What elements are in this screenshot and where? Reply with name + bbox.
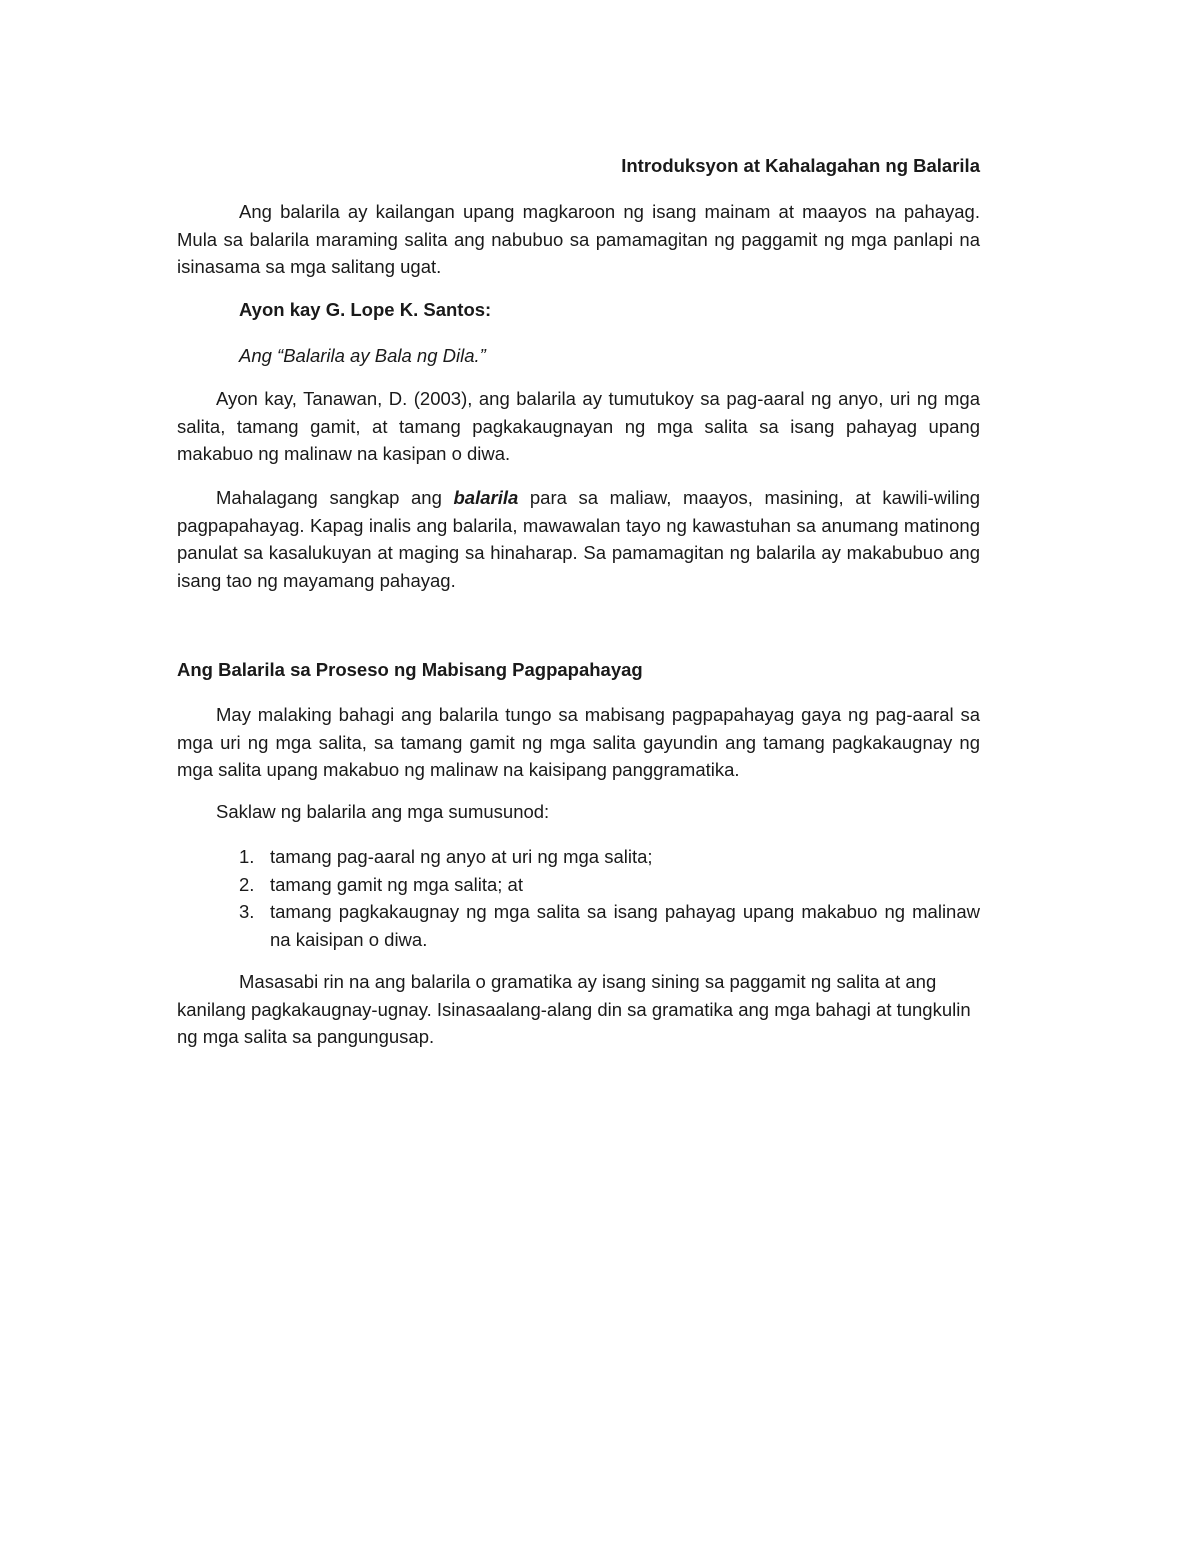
- importance-text-after: para sa maliaw, maayos, masining, at kawili-wiling pagpapahayag. Kapag inalis ang balarila, mawawalan tayo ng kawastuhan sa anumang matinong panulat sa kasalukuyan at maging sa hinaharap. Sa pamamagitan ng balarila ay makabubuo ang isang tao ng mayamang pahayag.: [177, 487, 980, 591]
- proseso-paragraph: May malaking bahagi ang balarila tungo sa mabisang pagpapahayag gaya ng pag-aaral sa mga uri ng mga salita, sa tamang gamit ng mga salita gayundin ang tamang pagkakaugnay ng mga salita upang makabuo ng malinaw na kaisipang panggramatika.: [177, 704, 980, 780]
- list-item-number: 1.: [239, 846, 255, 867]
- list-item: [239, 871, 980, 899]
- list-item-text: tamang pag-aaral ng anyo at uri ng mga salita;: [270, 846, 653, 867]
- scope-list: [239, 843, 980, 953]
- section-heading-proseso: Ang Balarila sa Proseso ng Mabisang Pagpapahayag: [177, 659, 643, 680]
- document-page: [177, 0, 980, 1553]
- list-item: [239, 898, 980, 953]
- list-item-number: 2.: [239, 873, 255, 895]
- tanawan-paragraph: Ayon kay, Tanawan, D. (2003), ang balarila ay tumutukoy sa pag-aaral ng anyo, uri ng mga salita, tamang gamit, at tamang pagkakaugnayan ng mga salita sa isang pahayag upang makabuo ng malinaw na kasipan o diwa.: [177, 388, 980, 464]
- list-item: [239, 843, 980, 871]
- intro-paragraph: Ang balarila ay kailangan upang magkaroon ng isang mainam at maayos na pahayag. Mula sa balarila maraming salita ang nabubuo sa pamamagitan ng paggamit ng mga panlapi na isinasama sa mga salitang ugat.: [177, 201, 980, 277]
- quote-text: Ang “Balarila ay Bala ng Dila.”: [239, 345, 486, 366]
- quote-attribution: Ayon kay G. Lope K. Santos:: [239, 299, 492, 320]
- importance-paragraph: [177, 484, 980, 594]
- closing-paragraph: Masasabi rin na ang balarila o gramatika ay isang sining sa paggamit ng salita at ang kanilang pagkakaugnay-ugnay. Isinasaalang-alang din sa gramatika ang mga bahagi at tungkulin ng mga salita sa pangungusap.: [177, 971, 971, 1047]
- list-item-number: 3.: [239, 901, 255, 922]
- list-item-text: tamang gamit ng mga salita; at: [270, 873, 523, 895]
- balarila-emphasis: balarila: [453, 487, 519, 508]
- list-item-text: tamang pagkakaugnay ng mga salita sa isang pahayag upang makabuo ng malinaw na kaisipan o diwa.: [270, 901, 980, 950]
- importance-text-before: Mahalagang sangkap ang: [216, 487, 454, 508]
- scope-label: Saklaw ng balarila ang mga sumusunod:: [216, 801, 550, 822]
- section-title-introduksyon: Introduksyon at Kahalagahan ng Balarila: [621, 155, 980, 176]
